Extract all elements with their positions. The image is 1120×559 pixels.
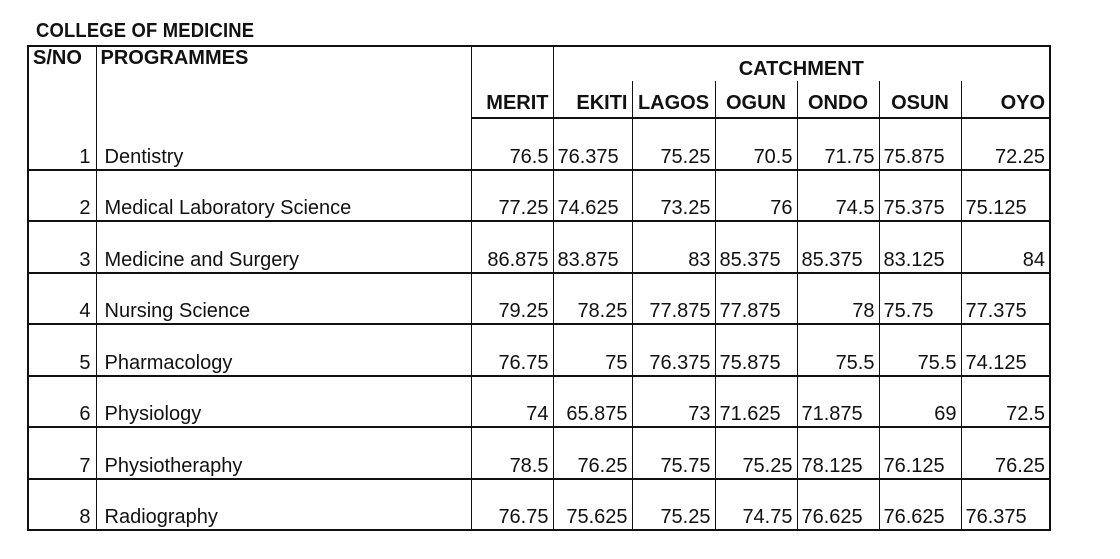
cell-lagos: 83 — [632, 221, 715, 273]
cell-ondo: 71.75 — [797, 118, 879, 170]
cell-osun: 75.5 — [879, 324, 961, 376]
cell-lagos: 75.25 — [632, 118, 715, 170]
cell-ogun: 76 — [715, 170, 797, 222]
cell-sno: 5 — [28, 324, 96, 376]
cell-ogun: 75.25 — [715, 427, 797, 479]
cell-sno: 4 — [28, 273, 96, 325]
cell-osun: 76.625 — [879, 479, 961, 531]
header-merit-spacer — [471, 46, 553, 81]
cell-merit: 76.75 — [471, 324, 553, 376]
cell-programme: Dentistry — [96, 118, 471, 170]
cell-merit: 76.75 — [471, 479, 553, 531]
cell-osun: 75.875 — [879, 118, 961, 170]
cell-osun: 83.125 — [879, 221, 961, 273]
cell-programme: Medical Laboratory Science — [96, 170, 471, 222]
cell-osun: 75.75 — [879, 273, 961, 325]
cell-sno: 1 — [28, 118, 96, 170]
table-row — [28, 427, 1050, 479]
header-oyo: OYO — [961, 81, 1050, 118]
cell-oyo: 72.5 — [961, 376, 1050, 428]
cell-sno: 3 — [28, 221, 96, 273]
cell-ondo: 76.625 — [797, 479, 879, 531]
header-sno: S/NO — [28, 46, 96, 118]
cell-sno: 8 — [28, 479, 96, 531]
table-row — [28, 170, 1050, 222]
table-row — [28, 324, 1050, 376]
cell-lagos: 75.25 — [632, 479, 715, 531]
header-merit: MERIT — [471, 81, 553, 118]
cell-programme: Physiotheraphy — [96, 427, 471, 479]
cell-ondo: 78 — [797, 273, 879, 325]
cell-programme: Medicine and Surgery — [96, 221, 471, 273]
table-row — [28, 221, 1050, 273]
cell-ogun: 75.875 — [715, 324, 797, 376]
cell-oyo: 84 — [961, 221, 1050, 273]
cell-merit: 74 — [471, 376, 553, 428]
table-row — [28, 118, 1050, 170]
cell-ogun: 77.875 — [715, 273, 797, 325]
cell-ogun: 85.375 — [715, 221, 797, 273]
cell-sno: 2 — [28, 170, 96, 222]
cell-oyo: 74.125 — [961, 324, 1050, 376]
cell-programme: Nursing Science — [96, 273, 471, 325]
cell-ekiti: 74.625 — [553, 170, 632, 222]
header-lagos: LAGOS — [632, 81, 715, 118]
cell-ekiti: 75 — [553, 324, 632, 376]
cutoff-table — [27, 45, 1051, 531]
cell-ekiti: 65.875 — [553, 376, 632, 428]
cell-oyo: 75.125 — [961, 170, 1050, 222]
cell-sno: 6 — [28, 376, 96, 428]
table-row — [28, 479, 1050, 531]
cell-merit: 76.5 — [471, 118, 553, 170]
cell-osun: 69 — [879, 376, 961, 428]
header-catchment: CATCHMENT — [553, 46, 1050, 81]
cell-sno: 7 — [28, 427, 96, 479]
cell-ondo: 75.5 — [797, 324, 879, 376]
header-ondo: ONDO — [797, 81, 879, 118]
cell-ogun: 71.625 — [715, 376, 797, 428]
cell-lagos: 75.75 — [632, 427, 715, 479]
cell-osun: 75.375 — [879, 170, 961, 222]
cell-programme: Physiology — [96, 376, 471, 428]
header-ekiti: EKITI — [553, 81, 632, 118]
cell-programme: Radiography — [96, 479, 471, 531]
cell-merit: 78.5 — [471, 427, 553, 479]
cell-ondo: 78.125 — [797, 427, 879, 479]
cell-ogun: 70.5 — [715, 118, 797, 170]
cell-lagos: 73 — [632, 376, 715, 428]
cell-lagos: 77.875 — [632, 273, 715, 325]
header-osun: OSUN — [879, 81, 961, 118]
table-row — [28, 273, 1050, 325]
header-ogun: OGUN — [715, 81, 797, 118]
table-row — [28, 376, 1050, 428]
cell-merit: 77.25 — [471, 170, 553, 222]
cell-oyo: 76.25 — [961, 427, 1050, 479]
cell-ekiti: 78.25 — [553, 273, 632, 325]
cell-ekiti: 75.625 — [553, 479, 632, 531]
college-title: COLLEGE OF MEDICINE — [36, 20, 255, 42]
cell-ekiti: 76.25 — [553, 427, 632, 479]
cell-ekiti: 83.875 — [553, 221, 632, 273]
header-programmes: PROGRAMMES — [96, 46, 471, 118]
cell-oyo: 72.25 — [961, 118, 1050, 170]
cell-ekiti: 76.375 — [553, 118, 632, 170]
cell-ondo: 71.875 — [797, 376, 879, 428]
cell-oyo: 77.375 — [961, 273, 1050, 325]
cell-merit: 86.875 — [471, 221, 553, 273]
cell-oyo: 76.375 — [961, 479, 1050, 531]
cell-programme: Pharmacology — [96, 324, 471, 376]
cell-ondo: 74.5 — [797, 170, 879, 222]
cell-lagos: 73.25 — [632, 170, 715, 222]
cell-ogun: 74.75 — [715, 479, 797, 531]
cell-merit: 79.25 — [471, 273, 553, 325]
cell-ondo: 85.375 — [797, 221, 879, 273]
cell-osun: 76.125 — [879, 427, 961, 479]
cell-lagos: 76.375 — [632, 324, 715, 376]
